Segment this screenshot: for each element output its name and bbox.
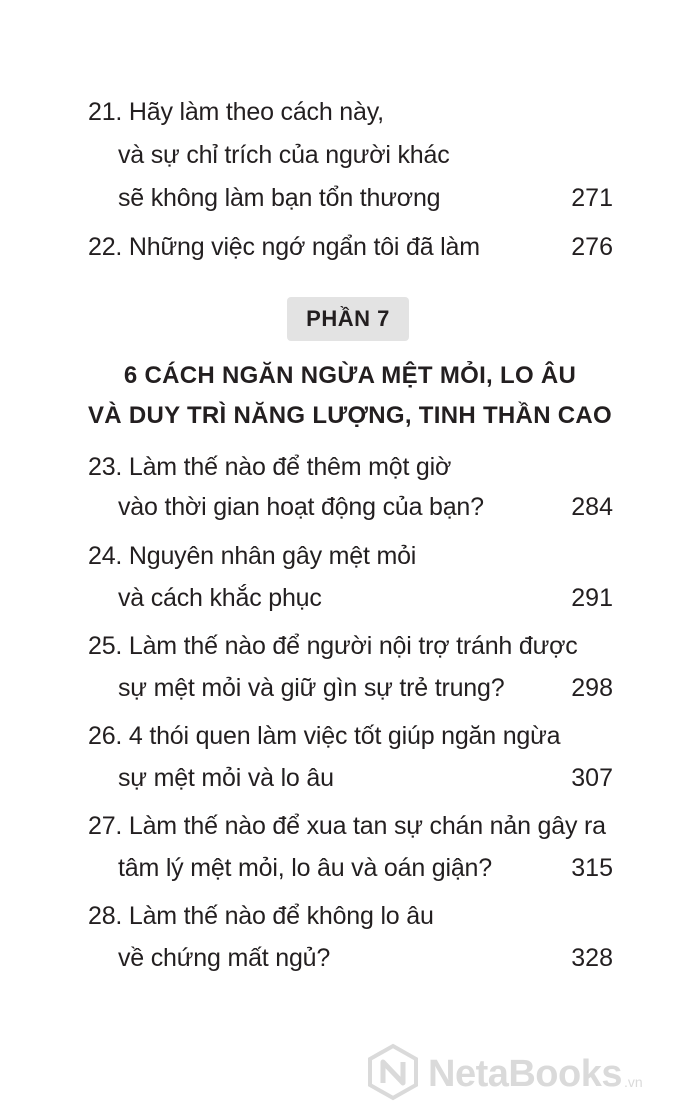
- entry-line: 26. 4 thói quen làm việc tốt giúp ngăn ngừa: [88, 722, 561, 750]
- page-number: 298: [571, 674, 613, 702]
- toc-entry-23[interactable]: [88, 453, 613, 530]
- page-number: 328: [571, 944, 613, 972]
- entry-line: sự mệt mỏi và giữ gìn sự trẻ trung?: [118, 674, 505, 702]
- part-badge: PHẦN 7: [287, 297, 409, 341]
- watermark: [366, 1044, 696, 1104]
- page-number: 284: [571, 493, 613, 521]
- part-title-line-1: 6 CÁCH NGĂN NGỪA MỆT MỎI, LO ÂU: [123, 362, 577, 389]
- entry-line: 28. Làm thế nào để không lo âu: [88, 902, 434, 930]
- entry-line: và cách khắc phục: [118, 584, 322, 612]
- toc-entry-25[interactable]: [88, 632, 613, 709]
- entry-line: 25. Làm thế nào để người nội trợ tránh được: [88, 632, 578, 660]
- page-number: 291: [571, 584, 613, 612]
- page-number: 271: [571, 184, 613, 212]
- watermark-suffix: .vn: [624, 1074, 643, 1090]
- entry-line: và sự chỉ trích của người khác: [118, 141, 450, 169]
- entry-line: 23. Làm thế nào để thêm một giờ: [88, 453, 452, 481]
- entry-line: tâm lý mệt mỏi, lo âu và oán giận?: [118, 854, 492, 882]
- part-title-line-2: VÀ DUY TRÌ NĂNG LƯỢNG, TINH THẦN CAO: [87, 402, 613, 429]
- entry-line: sự mệt mỏi và lo âu: [118, 764, 334, 792]
- entry-line: 24. Nguyên nhân gây mệt mỏi: [88, 542, 417, 570]
- entry-line: 22. Những việc ngớ ngẩn tôi đã làm: [88, 233, 480, 261]
- page-number: 315: [571, 854, 613, 882]
- entry-line: 27. Làm thế nào để xua tan sự chán nản gây ra: [88, 812, 606, 840]
- page-number: 307: [571, 764, 613, 792]
- netabooks-logo-icon: [366, 1043, 420, 1106]
- toc-entry-27[interactable]: [88, 812, 613, 889]
- toc-entry-26[interactable]: [88, 722, 613, 799]
- entry-line: sẽ không làm bạn tổn thương: [118, 184, 441, 212]
- entry-line: về chứng mất ngủ?: [118, 944, 331, 972]
- page-number: 276: [571, 233, 613, 261]
- toc-entry-24[interactable]: [88, 542, 613, 619]
- toc-entry-22[interactable]: [88, 233, 613, 267]
- watermark-text: NetaBooks: [428, 1052, 622, 1095]
- entry-line: 21. Hãy làm theo cách này,: [88, 98, 384, 126]
- entry-line: vào thời gian hoạt động của bạn?: [118, 493, 484, 521]
- toc-entry-21[interactable]: [88, 98, 613, 218]
- toc-entry-28[interactable]: [88, 902, 613, 979]
